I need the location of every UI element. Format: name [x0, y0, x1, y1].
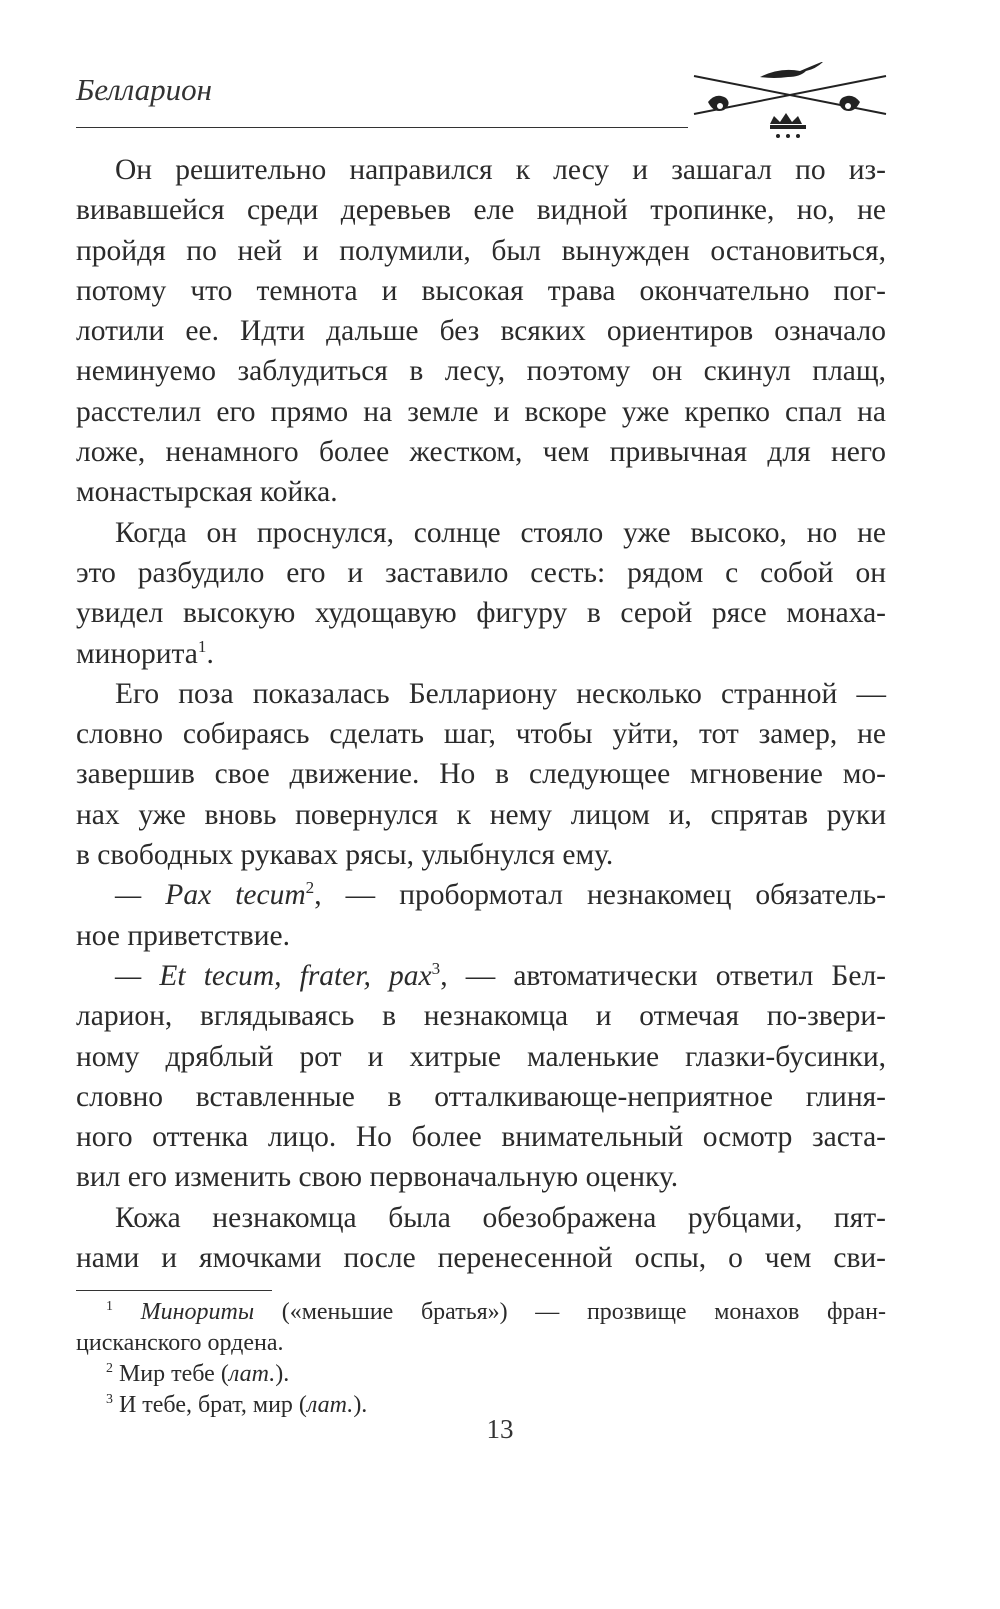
text-line: — Pax tecum$^2$, — пробормотал незнакомец обязатель-	[115, 878, 886, 912]
header-rule	[76, 127, 688, 128]
text-line: ложе, ненамного более жестком, чем привычная для него	[76, 436, 886, 469]
footnote: $^3$ И тебе, брат, мир (лат.).	[106, 1392, 368, 1418]
text-line: ларион, вглядываясь в незнакомца и отмечая по-звери-	[76, 1000, 886, 1033]
body-text	[76, 150, 886, 1278]
text-line: ного оттенка лицо. Но более внимательный осмотр заста-	[76, 1121, 886, 1154]
running-title: Белларион	[76, 72, 213, 107]
text-line: лотили ее. Идти дальше без всяких ориентиров означало	[76, 315, 886, 348]
text-line: увидел высокую худощавую фигуру в серой рясе монаха-	[76, 597, 886, 630]
text-line: нах уже вновь повернулся к нему лицом и, спрятав руки	[76, 798, 886, 831]
footnote-continuation: цисканского ордена.	[76, 1330, 284, 1356]
text-line: словно собираясь сделать шаг, чтобы уйти, тот замер, не	[76, 718, 886, 751]
text-line: минорита$^1$.	[76, 636, 214, 670]
footnote: $^2$ Мир тебе (лат.).	[106, 1361, 290, 1387]
text-line: Он решительно направился к лесу и зашагал по из-	[115, 154, 886, 186]
text-line: Его поза показалась Беллариону несколько странной —	[115, 677, 886, 710]
footnote-rule	[76, 1290, 272, 1291]
footnotes	[76, 1297, 886, 1421]
text-line: ное приветствие.	[76, 919, 290, 952]
text-line: расстелил его прямо на земле и вскоре уже крепко спал на	[76, 395, 886, 428]
text-line: ному дряблый рот и хитрые маленькие глазки-бусинки,	[76, 1040, 886, 1073]
text-line: нами и ямочками после перенесенной оспы, о чем сви-	[76, 1242, 886, 1275]
footnote-ref: 2	[305, 878, 315, 898]
footnote: $^1$ Минориты («меньшие братья») — прозвище монахов фран-	[106, 1299, 886, 1325]
text-line: Кожа незнакомца была обезображена рубцами, пят-	[115, 1201, 886, 1234]
page-number: 13	[486, 1414, 514, 1444]
text-line: это разбудило его и заставило сесть: рядом с собой он	[76, 556, 886, 589]
text-line: потому что темнота и высокая трава окончательно пог-	[76, 274, 886, 307]
footnote-ref: 1	[197, 636, 207, 656]
text-line: неминуемо заблудиться в лесу, поэтому он скинул плащ,	[76, 355, 886, 388]
text-line: монастырская койка.	[76, 476, 338, 509]
text-line: в свободных рукавах рясы, улыбнулся ему.	[76, 839, 614, 872]
text-line: вил его изменить свою первоначальную оценку.	[76, 1161, 679, 1194]
text-line: — Et tecum, frater, pax$^3$, — автоматически ответил Бел-	[115, 959, 886, 992]
crossed-swords-eagle-crown-icon	[690, 62, 890, 142]
text-line: Когда он проснулся, солнце стояло уже высоко, но не	[115, 516, 886, 549]
footnote-ref: 3	[431, 959, 441, 979]
text-line: пройдя по ней и полумили, был вынужден остановиться,	[76, 234, 886, 267]
text-line: завершив свое движение. Но в следующее мгновение мо-	[76, 758, 886, 791]
text-line: словно вставленные в отталкивающе-неприятное глиня-	[76, 1080, 886, 1113]
text-line: вивавшейся среди деревьев еле видной тропинке, но, не	[76, 194, 886, 227]
